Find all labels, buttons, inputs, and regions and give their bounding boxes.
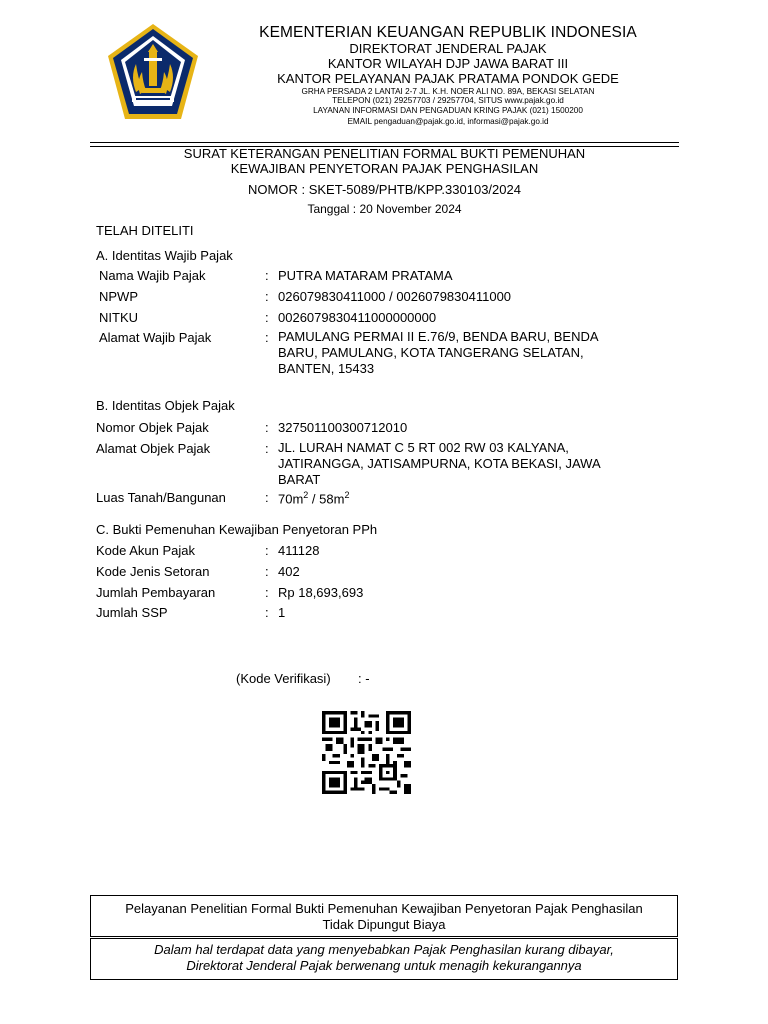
- document-number: NOMOR : SKET-5089/PHTB/KPP.330103/2024: [248, 182, 521, 197]
- nitku-label: NITKU: [99, 310, 138, 325]
- payment-amount-label: Jumlah Pembayaran: [96, 585, 216, 600]
- header-divider: [90, 142, 679, 143]
- ministry-name: KEMENTERIAN KEUANGAN REPUBLIK INDONESIA: [259, 24, 637, 41]
- account-code-sep: :: [265, 543, 269, 558]
- account-code-label: Kode Akun Pajak: [96, 543, 196, 558]
- verification-label: (Kode Verifikasi): [236, 671, 331, 686]
- taxpayer-name-sep: :: [265, 268, 269, 283]
- tax-office-name: KANTOR PELAYANAN PAJAK PRATAMA PONDOK GEDE: [277, 71, 619, 86]
- underpayment-notice-line2: Direktorat Jenderal Pajak berwenang untuk menagih kekurangannya: [186, 958, 582, 973]
- land-area: 70m: [278, 491, 304, 507]
- section-b-heading: B. Identitas Objek Pajak: [96, 398, 235, 413]
- ssp-count-value: 1: [278, 605, 286, 620]
- regional-office-name: KANTOR WILAYAH DJP JAWA BARAT III: [327, 56, 569, 71]
- payment-amount-sep: :: [265, 585, 269, 600]
- land-area-exp: 2: [303, 490, 309, 500]
- document-title-line1: SURAT KETERANGAN PENELITIAN FORMAL BUKTI PEMENUHAN: [183, 146, 586, 161]
- fee-notice-line1: Pelayanan Penelitian Formal Bukti Pemenuhan Kewajiban Penyetoran Pajak Penghasilan: [125, 901, 643, 916]
- ssp-count-sep: :: [265, 605, 269, 620]
- deposit-type-sep: :: [265, 564, 269, 579]
- taxpayer-name-label: Nama Wajib Pajak: [99, 268, 206, 283]
- document-title-line2: KEWAJIBAN PENYETORAN PAJAK PENGHASILAN: [230, 161, 539, 176]
- examined-label: TELAH DITELITI: [96, 223, 194, 238]
- building-area: 58m: [319, 491, 345, 507]
- object-address-value: JL. LURAH NAMAT C 5 RT 002 RW 03 KALYANA, JATIRANGGA, JATISAMPURNA, KOTA BEKASI, JAWA BARAT: [278, 440, 600, 487]
- building-area-exp: 2: [344, 490, 350, 500]
- area-value: [278, 491, 349, 505]
- underpayment-notice-line1: Dalam hal terdapat data yang menyebabkan Pajak Penghasilan kurang dibayar,: [154, 942, 614, 957]
- account-code-value: 411128: [278, 543, 320, 558]
- taxpayer-name-value: PUTRA MATARAM PRATAMA: [278, 268, 453, 283]
- office-phone: TELEPON (021) 29257703 / 29257704, SITUS www.pajak.go.id: [332, 96, 564, 105]
- office-service-line: LAYANAN INFORMASI DAN PENGADUAN KRING PAJAK (021) 1500200: [313, 106, 583, 115]
- section-a-heading: A. Identitas Wajib Pajak: [96, 248, 233, 263]
- fee-notice-box: [90, 895, 678, 937]
- nitku-value: 0026079830411000000000: [278, 310, 437, 325]
- deposit-type-value: 402: [278, 564, 300, 579]
- fee-notice-line2: Tidak Dipungut Biaya: [322, 917, 446, 932]
- object-number-value: 327501100300712010: [278, 420, 408, 435]
- npwp-sep: :: [265, 289, 269, 304]
- area-slash: /: [308, 491, 320, 507]
- office-email: EMAIL pengaduan@pajak.go.id, informasi@pajak.go.id: [347, 117, 549, 126]
- taxpayer-address-value: PAMULANG PERMAI II E.76/9, BENDA BARU, BENDA BARU, PAMULANG, KOTA TANGERANG SELATAN, BANTEN, 15433: [278, 329, 598, 376]
- object-address-sep: :: [265, 441, 269, 456]
- object-address-label: Alamat Objek Pajak: [96, 441, 211, 456]
- deposit-type-label: Kode Jenis Setoran: [96, 564, 210, 579]
- section-c-heading: C. Bukti Pemenuhan Kewajiban Penyetoran PPh: [96, 522, 378, 537]
- payment-amount-value: Rp 18,693,693: [278, 585, 364, 600]
- document-date: Tanggal : 20 November 2024: [307, 202, 462, 216]
- directorate-name: DIREKTORAT JENDERAL PAJAK: [349, 41, 547, 56]
- area-label: Luas Tanah/Bangunan: [96, 490, 226, 505]
- npwp-label: NPWP: [99, 289, 138, 304]
- nitku-sep: :: [265, 310, 269, 325]
- ssp-count-label: Jumlah SSP: [96, 605, 168, 620]
- object-number-sep: :: [265, 420, 269, 435]
- taxpayer-address-sep: :: [265, 330, 269, 345]
- kemenkeu-emblem-icon: [106, 22, 200, 122]
- npwp-value: 026079830411000 / 0026079830411000: [278, 289, 512, 304]
- underpayment-notice-box: [90, 938, 678, 980]
- verification-value: : -: [358, 671, 370, 686]
- office-address: GRHA PERSADA 2 LANTAI 2-7 JL. K.H. NOER ALI NO. 89A, BEKASI SELATAN: [301, 87, 595, 96]
- object-number-label: Nomor Objek Pajak: [96, 420, 209, 435]
- qr-code-icon: [322, 711, 411, 794]
- area-sep: :: [265, 490, 269, 505]
- taxpayer-address-label: Alamat Wajib Pajak: [99, 330, 212, 345]
